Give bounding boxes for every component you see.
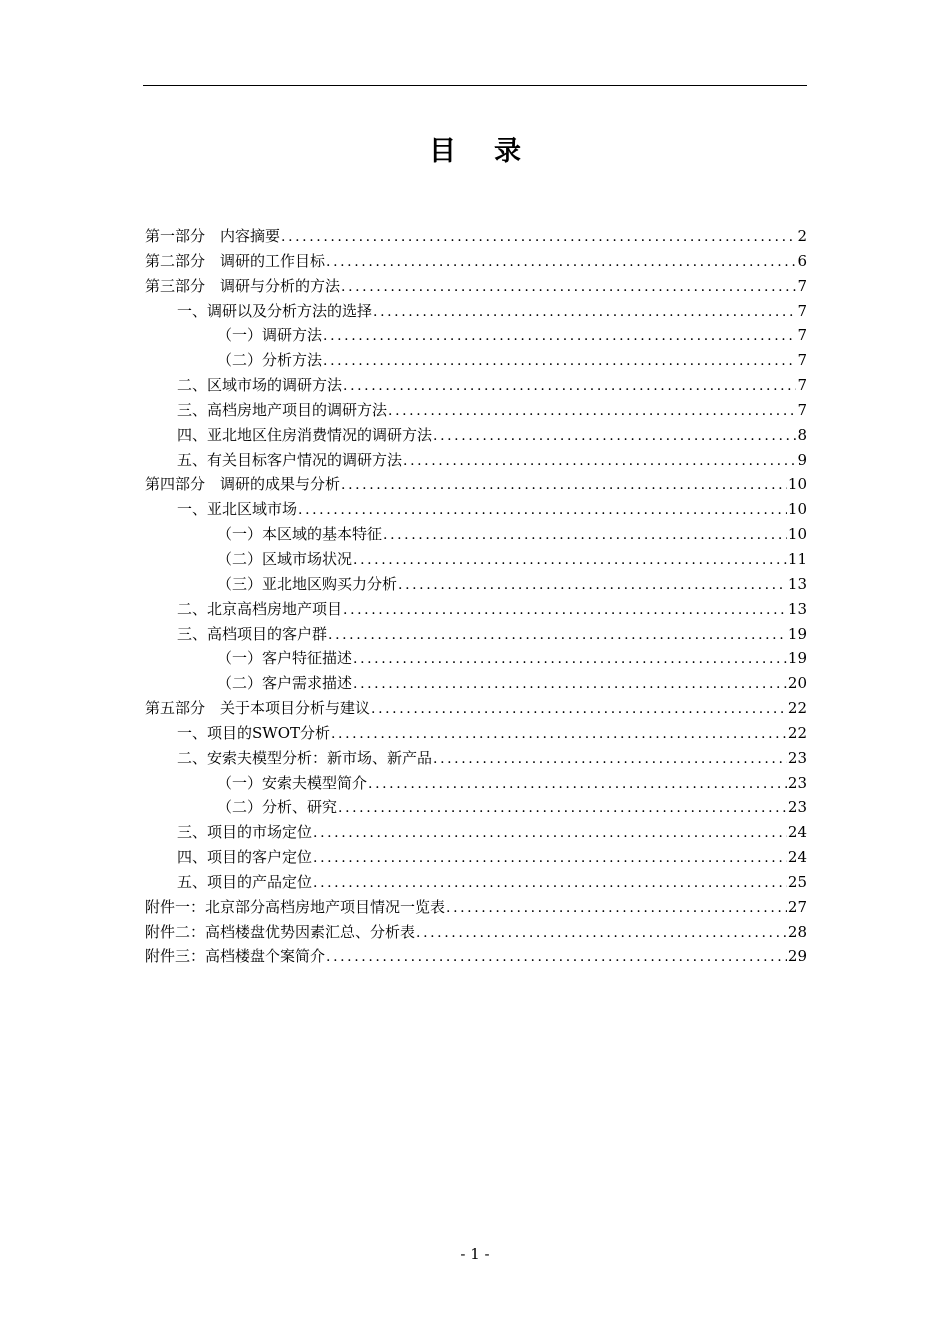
toc-entry-title: （二）区域市场状况 (217, 549, 353, 568)
toc-entry-page: 23 (787, 773, 807, 792)
page-number-footer: - 1 - (460, 1245, 490, 1263)
toc-entry-page: 20 (787, 674, 807, 693)
toc-entry[interactable] (145, 771, 807, 796)
toc-dot-leader (323, 349, 796, 373)
toc-entry-title: 第一部分 内容摘要 (145, 227, 281, 245)
toc-entry[interactable] (145, 274, 807, 299)
toc-entry[interactable] (145, 299, 807, 324)
toc-dot-leader (343, 598, 787, 622)
toc-entry-page: 7 (797, 276, 807, 295)
toc-entry[interactable] (145, 547, 807, 572)
toc-entry-title: 第三部分 调研与分析的方法 (145, 276, 341, 295)
toc-entry[interactable] (145, 323, 807, 348)
toc-entry[interactable] (145, 572, 807, 597)
toc-entry[interactable] (145, 472, 807, 497)
toc-dot-leader (343, 374, 796, 398)
toc-entry[interactable] (145, 622, 807, 647)
toc-entry-title: （一）安索夫模型简介 (217, 773, 368, 792)
toc-entry-page: 28 (787, 922, 807, 941)
toc-entry[interactable] (145, 795, 807, 820)
toc-dot-leader (326, 945, 787, 969)
toc-entry-title: 一、亚北区域市场 (177, 500, 298, 519)
toc-entry-page: 10 (787, 475, 807, 494)
toc-entry-page: 13 (787, 599, 807, 618)
toc-entry[interactable] (145, 944, 807, 969)
toc-entry[interactable] (145, 398, 807, 423)
toc-entry-page: 10 (787, 525, 807, 544)
toc-dot-leader (353, 548, 787, 572)
toc-dot-leader (416, 921, 787, 945)
toc-dot-leader (323, 324, 796, 348)
toc-dot-leader (326, 250, 796, 274)
toc-entry-title: 三、项目的市场定位 (177, 823, 313, 842)
toc-entry-title: 四、亚北地区住房消费情况的调研方法 (177, 425, 433, 444)
toc-entry-page: 22 (787, 723, 807, 742)
toc-entry-page: 25 (787, 872, 807, 891)
toc-entry-page: 6 (797, 251, 807, 270)
toc-entry-page: 29 (787, 947, 807, 966)
toc-dot-leader (338, 796, 787, 820)
page-title: 目录 (429, 136, 559, 167)
toc-dot-leader (446, 896, 787, 920)
toc-entry-page: 24 (787, 848, 807, 867)
toc-entry[interactable] (145, 646, 807, 671)
toc-entry[interactable] (145, 820, 807, 845)
toc-entry-page: 24 (787, 823, 807, 842)
toc-dot-leader (371, 697, 787, 721)
toc-entry-page: 22 (787, 699, 807, 718)
toc-entry[interactable] (145, 895, 807, 920)
table-of-contents (145, 224, 807, 969)
toc-entry-title: （二）分析、研究 (217, 798, 338, 817)
toc-entry-title: 附件一：北京部分高档房地产项目情况一览表 (145, 897, 446, 916)
toc-entry-page: 23 (787, 798, 807, 817)
toc-entry-title: 二、安索夫模型分析：新市场、新产品 (177, 748, 433, 767)
toc-dot-leader (313, 821, 787, 845)
toc-entry-title: 一、调研以及分析方法的选择 (177, 301, 373, 320)
toc-entry[interactable] (145, 870, 807, 895)
toc-entry-title: （一）本区域的基本特征 (217, 525, 383, 544)
toc-entry[interactable] (145, 249, 807, 274)
toc-entry-title: （二）分析方法 (217, 351, 323, 370)
toc-entry[interactable] (145, 845, 807, 870)
header-rule (143, 85, 807, 86)
toc-entry[interactable] (145, 423, 807, 448)
toc-entry-page: 2 (797, 227, 807, 245)
toc-entry-page: 9 (797, 450, 807, 469)
toc-entry[interactable] (145, 920, 807, 945)
toc-entry[interactable] (145, 497, 807, 522)
toc-entry[interactable] (145, 348, 807, 373)
toc-dot-leader (373, 300, 796, 324)
toc-dot-leader (353, 672, 787, 696)
toc-entry[interactable] (145, 746, 807, 771)
toc-entry-title: （二）客户需求描述 (217, 674, 353, 693)
toc-dot-leader (281, 225, 796, 249)
toc-dot-leader (313, 846, 787, 870)
toc-entry[interactable] (145, 671, 807, 696)
toc-entry-title: 三、高档房地产项目的调研方法 (177, 400, 388, 419)
toc-entry-title: 第五部分 关于本项目分析与建议 (145, 699, 371, 718)
toc-dot-leader (331, 722, 787, 746)
toc-entry-title: 二、区域市场的调研方法 (177, 376, 343, 395)
toc-entry-title: 第二部分 调研的工作目标 (145, 251, 326, 270)
toc-entry-page: 19 (787, 624, 807, 643)
toc-dot-leader (341, 275, 796, 299)
toc-dot-leader (433, 424, 796, 448)
toc-entry-page: 13 (787, 574, 807, 593)
toc-entry-title: 第四部分 调研的成果与分析 (145, 475, 341, 494)
toc-dot-leader (298, 498, 787, 522)
toc-entry-title: 一、项目的SWOT分析 (177, 723, 330, 742)
toc-entry-title: （三）亚北地区购买力分析 (217, 574, 398, 593)
toc-entry[interactable] (145, 373, 807, 398)
toc-entry-page: 11 (787, 549, 807, 568)
toc-dot-leader (433, 747, 787, 771)
toc-entry-page: 19 (787, 649, 807, 668)
toc-entry-title: 附件二：高档楼盘优势因素汇总、分析表 (145, 922, 416, 941)
toc-entry-title: 附件三：高档楼盘个案简介 (145, 947, 326, 966)
toc-entry-title: 三、高档项目的客户群 (177, 624, 328, 643)
toc-entry-title: （一）客户特征描述 (217, 649, 353, 668)
toc-entry-title: 五、项目的产品定位 (177, 872, 313, 891)
toc-dot-leader (368, 772, 787, 796)
toc-entry-page: 7 (797, 301, 807, 320)
toc-entry[interactable] (145, 721, 807, 746)
toc-entry-page: 8 (797, 425, 807, 444)
toc-dot-leader (341, 473, 787, 497)
toc-entry-page: 23 (787, 748, 807, 767)
toc-entry-page: 7 (797, 400, 807, 419)
toc-dot-leader (403, 449, 796, 473)
toc-dot-leader (388, 399, 796, 423)
toc-dot-leader (398, 573, 787, 597)
toc-entry-page: 7 (797, 376, 807, 395)
toc-entry-title: 四、项目的客户定位 (177, 848, 313, 867)
toc-entry[interactable] (145, 224, 807, 249)
toc-entry-page: 7 (797, 326, 807, 345)
toc-entry-page: 7 (797, 351, 807, 370)
toc-dot-leader (313, 871, 787, 895)
toc-entry[interactable] (145, 696, 807, 721)
toc-entry-page: 27 (787, 897, 807, 916)
toc-entry-page: 10 (787, 500, 807, 519)
toc-dot-leader (353, 647, 787, 671)
toc-entry[interactable] (145, 597, 807, 622)
toc-entry-title: 二、北京高档房地产项目 (177, 599, 343, 618)
toc-dot-leader (328, 623, 787, 647)
toc-entry[interactable] (145, 448, 807, 473)
toc-entry-title: （一）调研方法 (217, 326, 323, 345)
toc-dot-leader (383, 523, 787, 547)
toc-entry-title: 五、有关目标客户情况的调研方法 (177, 450, 403, 469)
toc-entry[interactable] (145, 522, 807, 547)
